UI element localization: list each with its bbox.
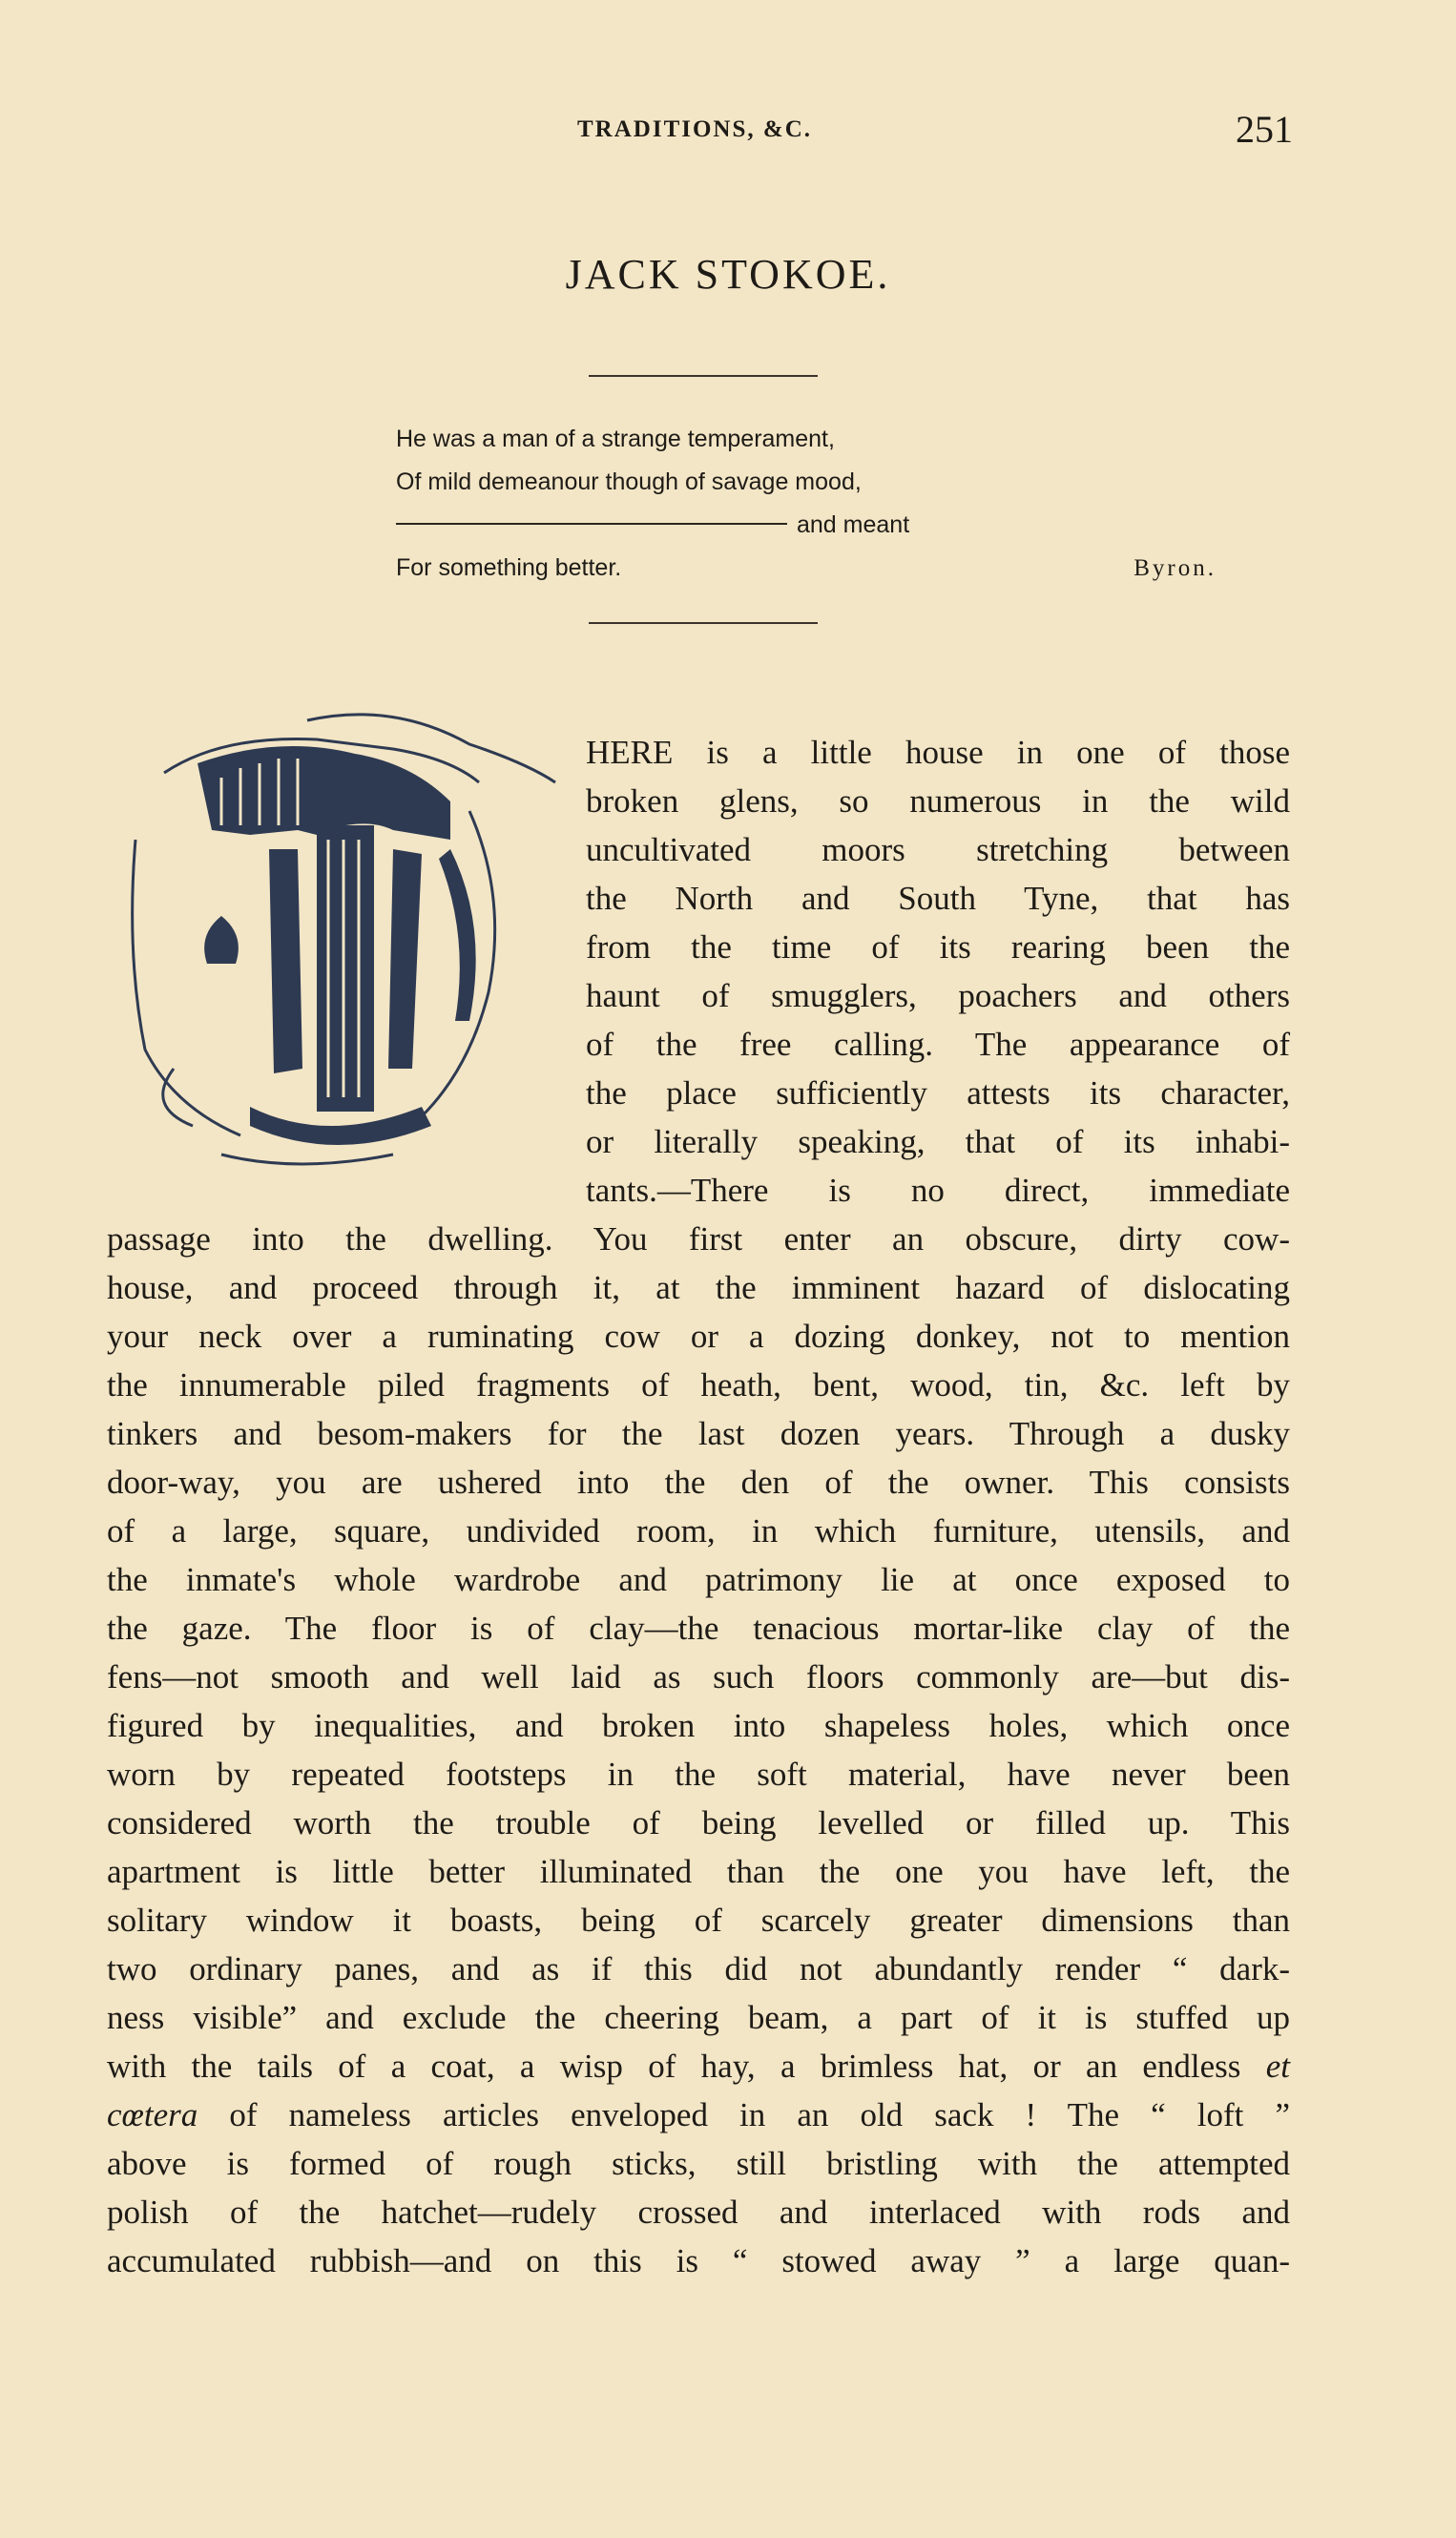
text-line: apartment is little better illuminated than the one you have left, the <box>107 1853 1290 1890</box>
text-line <box>107 2042 1290 2091</box>
text-line-part: of nameless articles enveloped in an old sack ! The “ loft ” <box>229 2096 1290 2133</box>
epigraph-line: Of mild demeanour though of savage mood, <box>396 468 862 495</box>
text-line <box>107 2091 1290 2139</box>
text-line: solitary window it boasts, being of scarcely greater dimensions than <box>107 1902 1290 1939</box>
text-line: the place sufficiently attests its character, <box>586 1074 1290 1112</box>
text-line: uncultivated moors stretching between <box>586 831 1290 868</box>
text-line: of a large, square, undivided room, in which furniture, utensils, and <box>107 1512 1290 1550</box>
text-line: the inmate's whole wardrobe and patrimony lie at once exposed to <box>107 1561 1290 1598</box>
text-line: passage into the dwelling. You first enter an obscure, dirty cow- <box>107 1220 1290 1258</box>
epigraph <box>396 418 1217 590</box>
text-line: HERE is a little house in one of those <box>586 734 1290 771</box>
epigraph-attribution: Byron. <box>1134 555 1217 581</box>
italic-word: et <box>1265 2048 1290 2085</box>
text-line: polish of the hatchet—rudely crossed and interlaced with rods and <box>107 2194 1290 2231</box>
body-text <box>107 728 1290 2285</box>
text-line: or literally speaking, that of its inhabi- <box>586 1123 1290 1160</box>
text-line: fens—not smooth and well laid as such floors commonly are—but dis- <box>107 1658 1290 1695</box>
running-head <box>577 107 1293 155</box>
divider-top <box>589 375 818 377</box>
page-number: 251 <box>1236 108 1293 151</box>
text-line-part: with the tails of a coat, a wisp of hay, a brimless hat, or an endless <box>107 2048 1241 2085</box>
italic-word: cœtera <box>107 2096 198 2133</box>
text-line: door-way, you are ushered into the den of the owner. This consists <box>107 1464 1290 1501</box>
text-line: of the free calling. The appearance of <box>586 1026 1290 1063</box>
text-line: above is formed of rough sticks, still bristling with the attempted <box>107 2145 1290 2182</box>
text-line: accumulated rubbish—and on this is “ stowed away ” a large quan- <box>107 2242 1290 2279</box>
text-line: haunt of smugglers, poachers and others <box>586 977 1290 1014</box>
text-line: the innumerable piled fragments of heath, bent, wood, tin, &c. left by <box>107 1366 1290 1404</box>
divider-bottom <box>589 622 818 624</box>
epigraph-line: He was a man of a strange temperament, <box>396 426 835 452</box>
text-line: figured by inequalities, and broken into shapeless holes, which once <box>107 1707 1290 1744</box>
text-line: the North and South Tyne, that has <box>586 880 1290 917</box>
text-line: considered worth the trouble of being levelled or filled up. This <box>107 1804 1290 1841</box>
epigraph-line <box>396 547 1217 590</box>
text-line: two ordinary panes, and as if this did not abundantly render “ dark- <box>107 1950 1290 1987</box>
epigraph-line-text: For something better. <box>396 554 622 581</box>
text-line: the gaze. The floor is of clay—the tenacious mortar-like clay of the <box>107 1610 1290 1647</box>
text-line: your neck over a ruminating cow or a dozing donkey, not to mention <box>107 1318 1290 1355</box>
epigraph-dash <box>396 523 787 525</box>
running-title: TRADITIONS, &C. <box>577 116 813 142</box>
text-line: tinkers and besom-makers for the last dozen years. Through a dusky <box>107 1415 1290 1452</box>
text-line: ness visible” and exclude the cheering beam, a part of it is stuffed up <box>107 1999 1290 2036</box>
chapter-title: JACK STOKOE. <box>565 251 891 298</box>
text-line: tants.—There is no direct, immediate <box>586 1172 1290 1209</box>
epigraph-line <box>396 504 1217 547</box>
text-line: broken glens, so numerous in the wild <box>586 782 1290 820</box>
text-line: house, and proceed through it, at the imminent hazard of dislocating <box>107 1269 1290 1306</box>
text-line: from the time of its rearing been the <box>586 928 1290 966</box>
text-line: worn by repeated footsteps in the soft material, have never been <box>107 1756 1290 1793</box>
epigraph-line-text: and meant <box>797 511 910 538</box>
